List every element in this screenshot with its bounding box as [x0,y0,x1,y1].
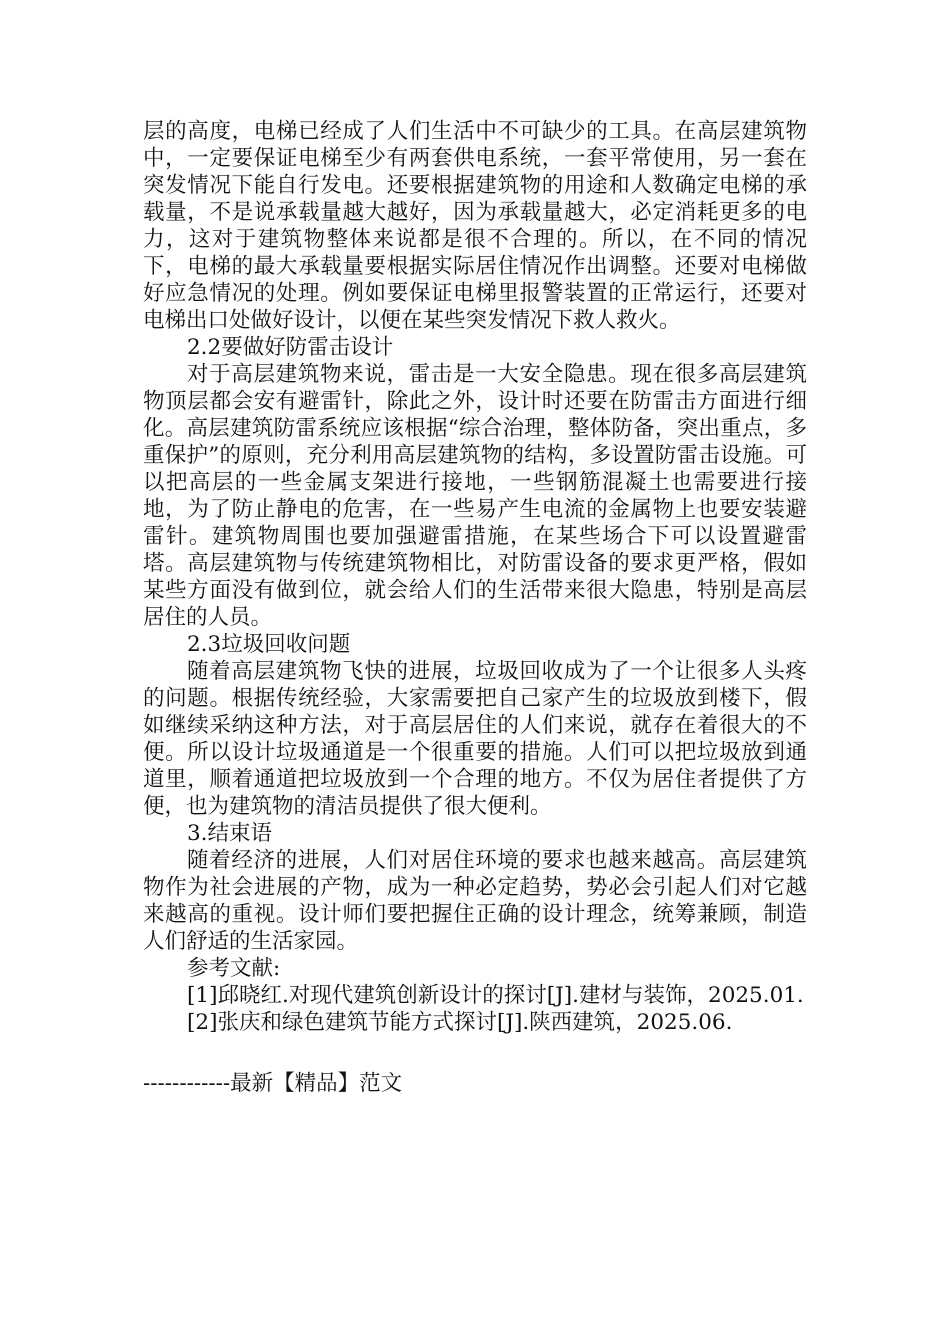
footer-note: ------------最新【精品】范文 [143,1071,403,1096]
paragraph-lightning: 对于高层建筑物来说，雷击是一大安全隐患。现在很多高层建筑物顶层都会安有避雷针，除此之外，设计时还要在防雷击方面进行细化。高层建筑防雷系统应该根据“综合治理，整体防备，突出重点，多重保护”的原则，充分利用高层建筑物的结构，多设置防雷击设施。可以把高层的一些金属支架进行接地，一些钢筋混凝土也需要进行接地，为了防止静电的危害，在一些易产生电流的金属物上也要安装避雷针。建筑物周围也要加强避雷措施，在某些场合下可以设置避雷塔。高层建筑物与传统建筑物相比，对防雷设备的要求更严格，假如某些方面没有做到位，就会给人们的生活带来很大隐患，特别是高层居住的人员。 [143,362,807,630]
reference-item: [2]张庆和绿色建筑节能方式探讨[J].陕西建筑，2025.06. [187,1010,733,1035]
paragraph-elevator: 层的高度，电梯已经成了人们生活中不可缺少的工具。在高层建筑物中，一定要保证电梯至少有两套供电系统，一套平常使用，另一套在突发情况下能自行发电。还要根据建筑物的用途和人数确定电梯的承载量，不是说承载量越大越好，因为承载量越大，必定消耗更多的电力，这对于建筑物整体来说都是很不合理的。所以，在不同的情况下，电梯的最大承载量要根据实际居住情况作出调整。还要对电梯做好应急情况的处理。例如要保证电梯里报警装置的正常运行，还要对电梯出口处做好设计，以便在某些突发情况下救人救火。 [143,119,807,333]
reference-item: [1]邱晓红.对现代建筑创新设计的探讨[J].建材与装饰，2025.01. [187,983,804,1008]
section-heading-conclusion: 3.结束语 [187,821,273,846]
references-title: 参考文献: [187,956,281,981]
paragraph-conclusion: 随着经济的进展，人们对居住环境的要求也越来越高。高层建筑物作为社会进展的产物，成为一种必定趋势，势必会引起人们对它越来越高的重视。设计师们要把握住正确的设计理念，统筹兼顾，制造人们舒适的生活家园。 [143,848,807,954]
section-heading-lightning: 2.2要做好防雷击设计 [187,335,394,360]
section-heading-garbage: 2.3垃圾回收问题 [187,632,351,657]
document-body [143,118,807,1036]
paragraph-garbage: 随着高层建筑物飞快的进展，垃圾回收成为了一个让很多人头疼的问题。根据传统经验，大家需要把自己家产生的垃圾放到楼下，假如继续采纳这种方法，对于高层居住的人们来说，就存在着很大的不便。所以设计垃圾通道是一个很重要的措施。人们可以把垃圾放到通道里，顺着通道把垃圾放到一个合理的地方。不仅为居住者提供了方便，也为建筑物的清洁员提供了很大便利。 [143,659,807,819]
